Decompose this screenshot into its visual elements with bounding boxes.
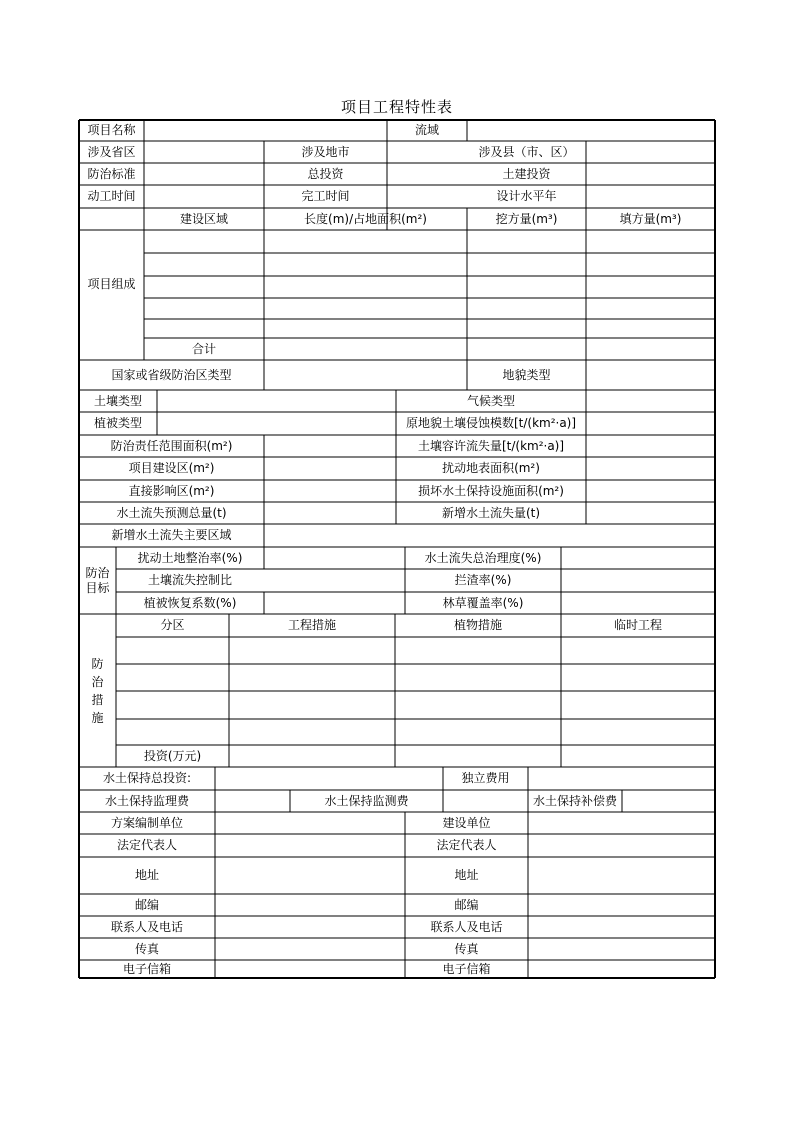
- label-address: 地址: [454, 868, 479, 882]
- input-cell[interactable]: [561, 547, 715, 569]
- input-cell[interactable]: [528, 894, 715, 916]
- input-cell[interactable]: [528, 857, 715, 894]
- label-address: 地址: [134, 868, 159, 882]
- label-postcode: 邮编: [454, 897, 479, 912]
- input-cell[interactable]: [215, 938, 405, 960]
- label-composition: 项目组成: [87, 276, 136, 291]
- input-cell[interactable]: [264, 480, 396, 502]
- label-monitor-fee: 水土保持监测费: [324, 793, 409, 808]
- input-cell[interactable]: [264, 360, 467, 390]
- label-length: 长度(m)/占地面积(m²): [304, 211, 427, 226]
- input-cell[interactable]: [215, 857, 405, 894]
- input-cell[interactable]: [586, 163, 715, 185]
- label-resp-area: 防治责任范围面积(m²): [110, 438, 233, 453]
- label-erosion-modulus: 原地貌土壤侵蚀模数[t/(km²·a)]: [405, 416, 577, 430]
- input-cell[interactable]: [586, 360, 715, 390]
- input-cell[interactable]: [528, 767, 715, 790]
- input-cell[interactable]: [157, 390, 396, 412]
- label-standard: 防治标准: [87, 166, 136, 181]
- label-area: 建设区域: [179, 211, 228, 226]
- input-cell[interactable]: [215, 767, 443, 790]
- label-measures: 防治措施: [91, 656, 104, 725]
- label-eng: 工程措施: [287, 618, 336, 632]
- input-cell[interactable]: [144, 185, 264, 208]
- label-rate4: 拦渣率(%): [454, 573, 512, 587]
- input-cell[interactable]: [467, 120, 715, 141]
- input-cell[interactable]: [528, 834, 715, 857]
- label-vegetation: 植被类型: [93, 416, 142, 430]
- label-target: 防治目标: [85, 565, 110, 595]
- input-cell[interactable]: [622, 790, 715, 812]
- label-landform: 地貌类型: [502, 367, 551, 382]
- input-cell[interactable]: [215, 812, 405, 834]
- input-cell[interactable]: [528, 916, 715, 938]
- label-build-unit: 建设单位: [442, 815, 491, 830]
- input-cell[interactable]: [561, 592, 715, 614]
- label-comp-fee: 水土保持补偿费: [532, 793, 617, 808]
- label-basin: 流域: [414, 123, 439, 137]
- input-cell[interactable]: [264, 524, 715, 547]
- label-invest-wan: 投资(万元): [143, 748, 202, 763]
- input-cell[interactable]: [144, 163, 264, 185]
- label-contact: 联系人及电话: [430, 919, 503, 934]
- label-start-time: 动工时间: [87, 189, 136, 203]
- label-total: 合计: [191, 341, 216, 356]
- label-indep-fee: 独立费用: [461, 771, 510, 785]
- input-cell[interactable]: [215, 916, 405, 938]
- input-cell[interactable]: [586, 185, 715, 208]
- label-build-area: 项目建设区(m²): [128, 461, 215, 475]
- label-loss-new: 新增水土流失量(t): [441, 505, 541, 520]
- label-rate5: 植被恢复系数(%): [143, 595, 237, 610]
- label-disturb-area: 扰动地表面积(m²): [442, 461, 540, 475]
- label-excavation: 挖方量(m³): [495, 211, 558, 226]
- input-cell[interactable]: [264, 547, 405, 569]
- input-cell[interactable]: [387, 141, 467, 163]
- input-cell[interactable]: [586, 480, 715, 502]
- label-design-year: 设计水平年: [496, 189, 557, 203]
- input-cell[interactable]: [215, 790, 290, 812]
- label-damage-area: 损坏水土保持设施面积(m²): [418, 483, 564, 498]
- label-rate2: 水土流失总治理度(%): [424, 550, 542, 565]
- label-contact: 联系人及电话: [110, 919, 183, 934]
- input-cell[interactable]: [586, 457, 715, 480]
- label-climate: 气候类型: [466, 393, 515, 408]
- label-supervise-fee: 水土保持监理费: [104, 793, 189, 808]
- label-province: 涉及省区: [87, 144, 136, 159]
- label-email: 电子信箱: [442, 961, 491, 976]
- input-cell[interactable]: [264, 592, 405, 614]
- label-postcode: 邮编: [134, 897, 159, 912]
- label-fax: 传真: [454, 941, 479, 956]
- input-cell[interactable]: [264, 502, 396, 524]
- input-cell[interactable]: [528, 812, 715, 834]
- label-project-name: 项目名称: [87, 123, 136, 137]
- label-total-invest: 总投资: [307, 166, 344, 181]
- label-civil-invest: 土建投资: [502, 166, 551, 181]
- label-main-area: 新增水土流失主要区域: [111, 528, 232, 542]
- label-county: 涉及县（市、区）: [478, 144, 575, 159]
- input-cell[interactable]: [561, 569, 715, 592]
- label-plan-unit: 方案编制单位: [110, 815, 183, 830]
- label-fill: 填方量(m³): [619, 211, 682, 226]
- page-title: 项目工程特性表: [340, 98, 453, 116]
- input-cell[interactable]: [215, 894, 405, 916]
- input-cell[interactable]: [443, 790, 528, 812]
- label-loss-total: 水土流失预测总量(t): [116, 505, 227, 520]
- label-rate3: 土壤流失控制比: [147, 573, 232, 587]
- label-fax: 传真: [134, 941, 159, 956]
- label-wsc-total: 水土保持总投资:: [102, 771, 192, 785]
- input-cell[interactable]: [586, 141, 715, 163]
- input-cell[interactable]: [528, 960, 715, 978]
- input-cell[interactable]: [264, 457, 396, 480]
- input-cell[interactable]: [215, 834, 405, 857]
- input-cell[interactable]: [586, 412, 715, 435]
- input-cell[interactable]: [586, 390, 715, 412]
- label-zone-type: 国家或省级防治区类型: [111, 367, 232, 382]
- label-end-time: 完工时间: [301, 189, 350, 203]
- input-cell[interactable]: [215, 960, 405, 978]
- label-direct-area: 直接影响区(m²): [128, 483, 215, 498]
- label-allow-loss: 土壤容许流失量[t/(km²·a)]: [417, 438, 565, 453]
- label-legal-rep: 法定代表人: [436, 838, 497, 852]
- label-rate1: 扰动土地整治率(%): [137, 550, 243, 565]
- label-plant: 植物措施: [453, 618, 502, 632]
- label-legal-rep: 法定代表人: [116, 838, 177, 852]
- input-cell[interactable]: [387, 163, 467, 185]
- input-cell[interactable]: [264, 435, 396, 457]
- input-cell[interactable]: [586, 435, 715, 457]
- input-cell[interactable]: [387, 185, 467, 208]
- label-rate6: 林草覆盖率(%): [442, 595, 524, 610]
- label-partition: 分区: [160, 618, 185, 632]
- label-soil: 土壤类型: [93, 393, 142, 408]
- input-cell[interactable]: [586, 502, 715, 524]
- input-cell[interactable]: [528, 938, 715, 960]
- label-email: 电子信箱: [122, 961, 171, 976]
- label-temp: 临时工程: [613, 618, 662, 632]
- input-cell[interactable]: [144, 120, 387, 141]
- input-cell[interactable]: [157, 412, 396, 435]
- input-cell[interactable]: [264, 569, 405, 592]
- label-city: 涉及地市: [301, 144, 350, 159]
- input-cell[interactable]: [144, 141, 264, 163]
